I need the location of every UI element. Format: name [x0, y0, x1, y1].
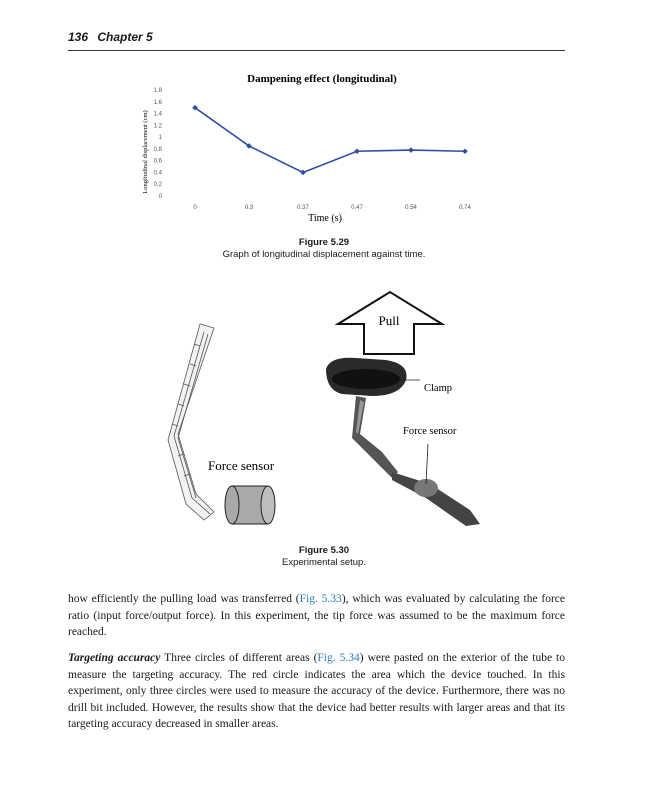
running-header [68, 30, 565, 51]
figure-5-30-label: Figure 5.30 [298, 545, 350, 556]
chapter-title: Chapter 5 [97, 30, 153, 44]
data-point [462, 148, 468, 154]
setup-photo [316, 354, 486, 526]
x-tick-label: 0.54 [405, 205, 417, 211]
x-tick-label: 0.47 [351, 205, 363, 211]
figure-5-30-text: Experimental setup. [282, 557, 366, 568]
experimental-setup-figure [130, 284, 500, 534]
page-number: 136 [68, 30, 89, 44]
series-line [195, 108, 465, 173]
y-tick-label: 0.2 [153, 182, 162, 189]
y-tick-label: 1.6 [153, 99, 162, 106]
y-tick-label: 1.8 [153, 88, 162, 94]
pull-label: Pull [378, 313, 400, 328]
body-paragraph-2: Targeting accuracy Three circles of different areas (Fig. 5.34) were pasted on the exterior of the tube to measure the targeting accuracy. The red circle indicates the area which the device touched. In this experiment, only three circles were used to measure the accuracy of the device. Furthermore, there was no drill bit included. However, the results show that the device had better results with larger areas and that its targeting accuracy decreased in smaller areas. [68, 652, 565, 730]
figure-5-29-label: Figure 5.29 [298, 237, 350, 248]
data-point [354, 148, 360, 154]
y-tick-label: 0.6 [153, 158, 162, 165]
x-tick-label: 0.74 [459, 205, 471, 211]
data-point [300, 170, 306, 176]
y-tick-labels [154, 88, 163, 200]
chart-y-axis-label: Longitudinal displacement (cm) [142, 110, 149, 194]
force-sensor-cylinder [225, 486, 275, 524]
device-schematic [168, 324, 214, 520]
x-tick-label: 0.37 [297, 205, 309, 211]
chart-title: Dampening effect (longitudinal) [247, 73, 397, 85]
fig-5-34-link[interactable]: Fig. 5.34 [317, 652, 360, 664]
y-tick-label: 1.4 [153, 111, 162, 118]
figure-5-30-caption [0, 545, 648, 569]
clamp-label: Clamp [424, 383, 452, 394]
x-tick-label: 0 [193, 205, 197, 211]
y-tick-label: 0.8 [153, 146, 162, 153]
figure-5-29-caption [0, 237, 648, 261]
right-force-sensor-label: Force sensor [403, 426, 457, 437]
run-in-heading: Targeting accuracy [68, 652, 161, 664]
left-force-sensor-label: Force sensor [208, 458, 275, 473]
y-tick-label: 1 [158, 135, 162, 142]
series-points [192, 105, 468, 175]
data-point [408, 147, 414, 153]
y-tick-label: 0 [158, 194, 162, 200]
x-tick-label: 0.3 [244, 205, 254, 211]
body-paragraph-1: how efficiently the pulling load was transferred (Fig. 5.33), which was evaluated by calculating the force ratio (input force/output force). In this experiment, the tip force was assumed to be the maximum force reached. [68, 593, 565, 638]
x-tick-labels [193, 205, 471, 211]
y-tick-label: 0.4 [153, 170, 162, 177]
fig-5-33-link[interactable]: Fig. 5.33 [299, 593, 342, 605]
y-tick-label: 1.2 [153, 123, 162, 130]
chart-x-axis-label: Time (s) [308, 213, 342, 224]
figure-5-29-text: Graph of longitudinal displacement against time. [222, 249, 426, 260]
displacement-line-chart [135, 68, 475, 228]
